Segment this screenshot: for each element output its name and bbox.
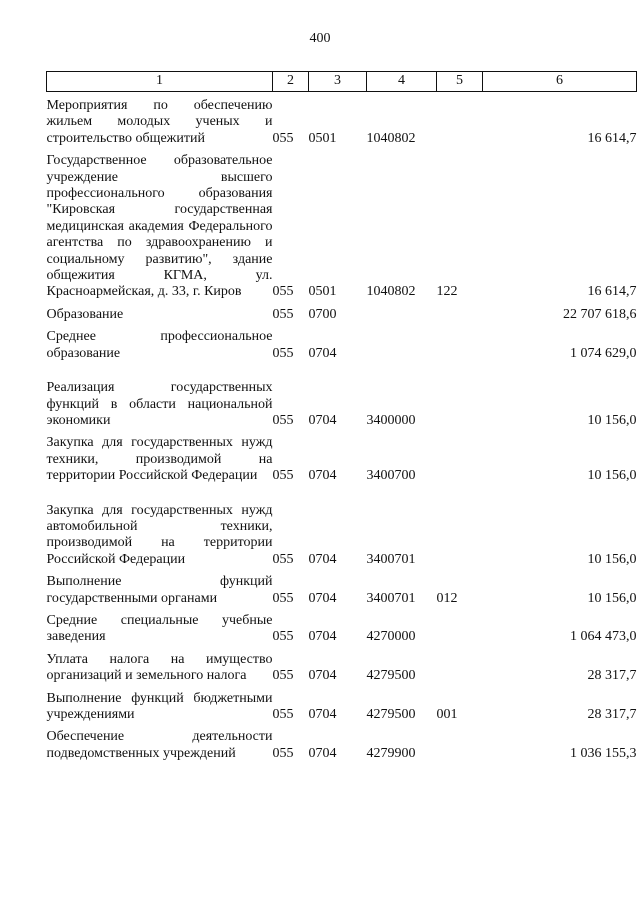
row-expense-type-code <box>437 92 483 148</box>
header-row <box>47 72 637 92</box>
budget-table <box>46 71 637 762</box>
table-row <box>47 362 637 429</box>
row-target-article-code: 3400000 <box>366 412 416 428</box>
row-target-article-code: 4279500 <box>366 707 416 722</box>
row-section-code: 0704 <box>308 668 337 684</box>
row-description: Реализация государственных функций в области национальной экономики <box>46 380 273 428</box>
row-section-code: 0704 <box>308 412 337 428</box>
row-description: Выполнение функций государственными органами <box>46 574 273 606</box>
row-description: Мероприятия по обеспечению жильем молодых ученых и строительство общежитий <box>46 98 273 146</box>
row-target-article-code <box>367 323 437 362</box>
row-amount: 10 156,0 <box>587 590 637 606</box>
table-header <box>47 72 637 92</box>
row-expense-type-code: 012 <box>436 590 458 606</box>
row-target-article-code: 4279900 <box>366 745 416 761</box>
row-description: Закупка для государственных нужд автомобильной техники, производимой на территории Российской Федерации <box>46 502 273 567</box>
row-expense-type-code <box>437 429 483 484</box>
row-description: Уплата налога на имущество организаций и земельного налога <box>46 651 273 684</box>
table-row <box>47 723 637 762</box>
row-ministry-code: 055 <box>272 629 294 645</box>
row-section-code: 0704 <box>308 590 337 606</box>
row-section-code: 0704 <box>308 629 337 645</box>
row-ministry-code: 055 <box>272 668 294 684</box>
row-expense-type-code <box>437 301 483 323</box>
row-section-code: 0704 <box>308 707 337 722</box>
row-amount: 28 317,7 <box>587 668 637 684</box>
row-section-code: 0704 <box>308 468 337 484</box>
row-description: Обеспечение деятельности подведомственных учреждений <box>46 729 273 761</box>
row-ministry-code: 055 <box>272 468 294 484</box>
row-expense-type-code <box>437 323 483 362</box>
row-target-article-code <box>367 301 437 323</box>
row-ministry-code: 055 <box>272 284 294 300</box>
column-header-6: 6 <box>483 72 637 92</box>
table-row <box>47 607 637 646</box>
row-ministry-code: 055 <box>272 590 294 606</box>
row-description: Закупка для государственных нужд техники, производимой на территории Российской Федерации <box>46 435 273 484</box>
row-expense-type-code <box>437 646 483 685</box>
row-ministry-code: 055 <box>272 745 294 761</box>
row-description: Выполнение функций бюджетными учреждениями <box>46 690 273 722</box>
row-target-article-code: 3400700 <box>366 468 416 484</box>
row-amount: 28 317,7 <box>587 707 637 722</box>
table-row <box>47 301 637 323</box>
row-section-code: 0704 <box>308 745 337 761</box>
table-row <box>47 568 637 607</box>
column-header-3: 3 <box>309 72 367 92</box>
row-amount: 1 036 155,3 <box>570 745 637 761</box>
row-description: Образование <box>46 306 124 322</box>
row-description: Среднее профессиональное образование <box>46 329 273 361</box>
row-expense-type-code <box>437 362 483 429</box>
row-amount: 10 156,0 <box>587 551 637 567</box>
table-row <box>47 646 637 685</box>
row-ministry-code: 055 <box>272 551 294 567</box>
column-header-2: 2 <box>273 72 309 92</box>
row-section-code: 0501 <box>308 284 337 300</box>
row-amount: 1 064 473,0 <box>570 629 637 645</box>
row-amount: 22 707 618,6 <box>563 306 637 322</box>
page-number: 400 <box>309 31 331 46</box>
table-row <box>47 685 637 724</box>
row-expense-type-code <box>437 485 483 569</box>
row-target-article-code: 1040802 <box>366 130 416 146</box>
row-target-article-code: 4270000 <box>366 629 416 645</box>
row-amount: 10 156,0 <box>587 468 637 484</box>
row-section-code: 0704 <box>308 345 337 361</box>
table-row <box>47 429 637 484</box>
row-target-article-code: 3400701 <box>366 590 416 606</box>
row-section-code: 0700 <box>308 306 337 322</box>
row-target-article-code: 4279500 <box>366 668 416 684</box>
row-target-article-code: 1040802 <box>366 284 416 300</box>
row-target-article-code: 3400701 <box>366 551 416 567</box>
table-row <box>47 147 637 301</box>
column-header-1: 1 <box>47 72 273 92</box>
row-ministry-code: 055 <box>272 707 294 722</box>
row-description: Государственное образовательное учреждение высшего профессионального образования "Кировская государственная медицинская академия Федерального агентства по здравоохранению и социальному развитию", здание общежития КГМА, ул. Красноармейская, д. 33, г. Киров <box>46 153 273 300</box>
row-amount: 1 074 629,0 <box>570 345 637 361</box>
row-section-code: 0704 <box>308 551 337 567</box>
table-row <box>47 485 637 569</box>
column-header-5: 5 <box>437 72 483 92</box>
row-expense-type-code: 001 <box>436 707 458 722</box>
row-expense-type-code <box>437 607 483 646</box>
row-ministry-code: 055 <box>272 130 294 146</box>
row-ministry-code: 055 <box>272 412 294 428</box>
row-description: Средние специальные учебные заведения <box>46 612 273 645</box>
table-row <box>47 323 637 362</box>
row-ministry-code: 055 <box>272 345 294 361</box>
table-row <box>47 92 637 148</box>
row-amount: 16 614,7 <box>587 130 637 146</box>
column-header-4: 4 <box>367 72 437 92</box>
row-amount: 10 156,0 <box>587 412 637 428</box>
row-expense-type-code: 122 <box>436 284 458 300</box>
row-ministry-code: 055 <box>272 306 294 322</box>
row-amount: 16 614,7 <box>587 284 637 300</box>
row-section-code: 0501 <box>308 130 337 146</box>
row-expense-type-code <box>437 723 483 762</box>
table-body <box>47 92 637 763</box>
